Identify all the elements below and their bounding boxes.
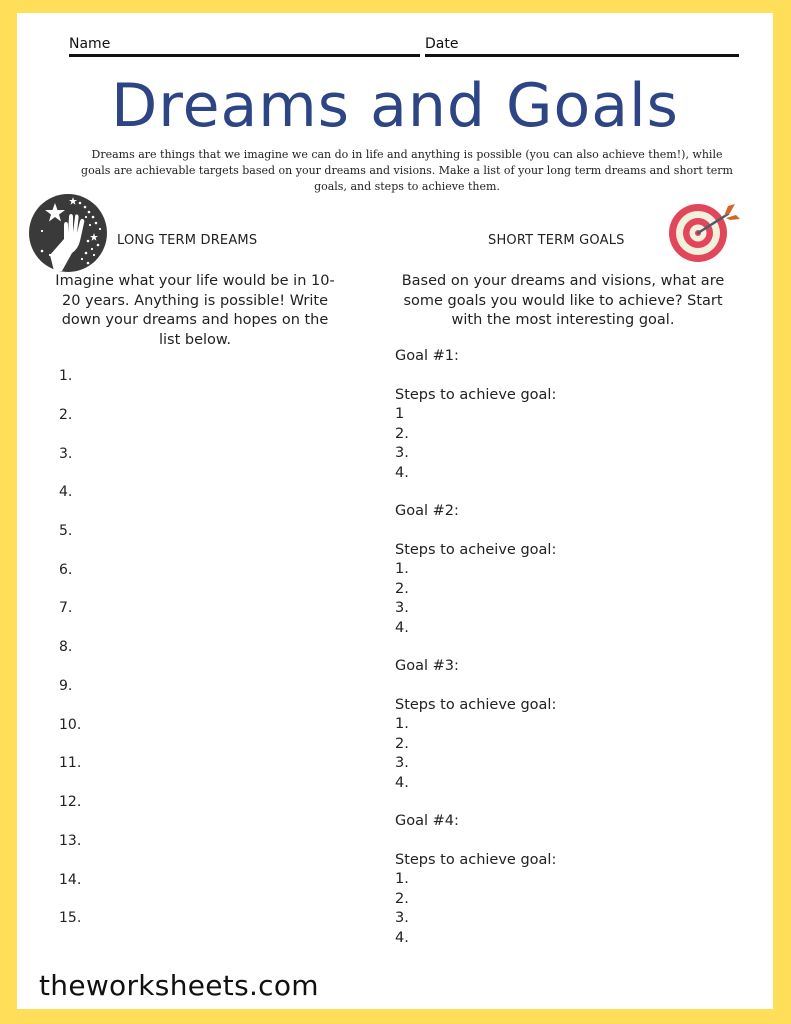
dream-list-item: 5. <box>59 523 73 539</box>
step-item: 4. <box>395 465 409 481</box>
dream-list-item: 2. <box>59 407 73 423</box>
dream-list-item: 10. <box>59 717 82 733</box>
worksheet-page <box>17 13 773 1009</box>
long-term-dreams-heading: LONG TERM DREAMS <box>117 233 258 248</box>
step-item: 1. <box>395 561 409 577</box>
goal-label: Goal #3: <box>395 658 459 674</box>
step-item: 4. <box>395 620 409 636</box>
hand-reaching-stars-icon <box>28 193 108 273</box>
date-label: Date <box>425 36 459 52</box>
dream-list-item: 3. <box>59 446 73 462</box>
dream-list-item: 14. <box>59 872 82 888</box>
dream-list-item: 6. <box>59 562 73 578</box>
short-term-goals-description: Based on your dreams and visions, what are some goals you would like to achieve? Start with the most interesting goal. <box>401 273 725 328</box>
goal-label: Goal #1: <box>395 348 459 364</box>
dream-list-item: 11. <box>59 755 82 771</box>
dream-list-item: 13. <box>59 833 82 849</box>
page-title: Dreams and Goals <box>111 71 679 141</box>
dream-list-item: 4. <box>59 484 73 500</box>
goal-label: Goal #4: <box>395 813 459 829</box>
intro-paragraph: Dreams are things that we imagine we can do in life and anything is possible (you can also achieve them!), while goals are achievable targets based on your dreams and visions. Make a list of your long term dreams and short term goals, and steps to achieve them. <box>81 148 733 193</box>
step-item: 1. <box>395 871 409 887</box>
step-item: 1 <box>395 406 405 422</box>
site-footer-brand: theworksheets.com <box>39 969 319 1002</box>
name-field-line[interactable] <box>69 54 420 57</box>
date-field-line[interactable] <box>425 54 739 57</box>
long-term-dreams-description: Imagine what your life would be in 10-20 years. Anything is possible! Write down your dreams and hopes on the list below. <box>55 273 335 348</box>
steps-label: Steps to achieve goal: <box>395 697 557 713</box>
steps-label: Steps to achieve goal: <box>395 852 557 868</box>
step-item: 3. <box>395 445 409 461</box>
short-term-goals-heading: SHORT TERM GOALS <box>488 233 625 248</box>
name-label: Name <box>69 36 111 52</box>
dream-list-item: 8. <box>59 639 73 655</box>
goal-label: Goal #2: <box>395 503 459 519</box>
step-item: 2. <box>395 426 409 442</box>
steps-label: Steps to acheive goal: <box>395 542 557 558</box>
step-item: 2. <box>395 736 409 752</box>
step-item: 4. <box>395 775 409 791</box>
dream-list-item: 9. <box>59 678 73 694</box>
step-item: 1. <box>395 716 409 732</box>
dream-list-item: 12. <box>59 794 82 810</box>
step-item: 4. <box>395 930 409 946</box>
step-item: 3. <box>395 755 409 771</box>
step-item: 2. <box>395 581 409 597</box>
step-item: 2. <box>395 891 409 907</box>
dream-list-item: 1. <box>59 368 73 384</box>
step-item: 3. <box>395 600 409 616</box>
steps-label: Steps to achieve goal: <box>395 387 557 403</box>
dream-list-item: 15. <box>59 910 82 926</box>
target-arrow-icon <box>668 201 742 263</box>
dream-list-item: 7. <box>59 600 73 616</box>
step-item: 3. <box>395 910 409 926</box>
